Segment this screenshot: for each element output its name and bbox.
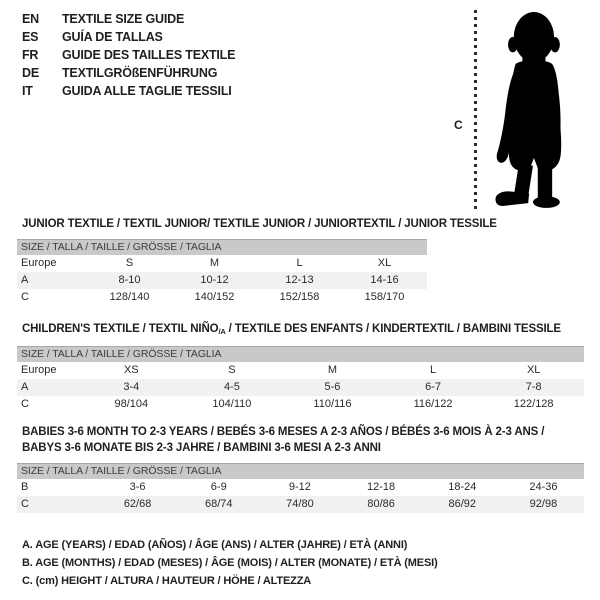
junior-size-table [17,239,427,306]
baby-silhouette-icon [484,8,580,210]
language-code: EN [22,12,39,26]
language-row-it [22,82,235,100]
language-list [22,10,235,100]
language-label: GUÍA DE TALLAS [62,30,163,44]
row-label: C [21,398,29,410]
column-header: L [430,364,437,376]
language-code: DE [22,66,39,80]
column-header: S [228,364,236,376]
junior-section-title: JUNIOR TEXTILE / TEXTIL JUNIOR/ TEXTILE JUNIOR / JUNIORTEXTIL / JUNIOR TESSILE [22,218,497,230]
table-cell: 80/86 [367,498,395,510]
table-cell: 10-12 [200,274,229,286]
table-cell: 62/68 [123,498,152,510]
table-row [17,479,584,496]
language-label: GUIDA ALLE TAGLIE TESSILI [62,84,232,98]
height-measure-figure [452,8,584,213]
column-header: XL [526,364,541,376]
table-header-row [17,255,427,272]
legend-line-c: C. (cm) HEIGHT / ALTURA / HAUTEUR / HÖHE / ALTEZZA [22,575,312,587]
babies-title-line2: BABYS 3-6 MONATE BIS 2-3 JAHRE / BAMBINI 3-6 MESI A 2-3 ANNI [22,442,381,454]
table-cell: 122/128 [513,398,554,410]
table-cell: 74/80 [286,498,314,510]
table-row [17,379,584,396]
language-label: TEXTILE SIZE GUIDE [62,12,185,26]
column-header: M [327,364,338,376]
babies-size-table [17,463,584,513]
table-cell: 6-7 [425,381,442,393]
legend-line-a: A. AGE (YEARS) / EDAD (AÑOS) / ÂGE (ANS) / ALTER (JAHRE) / ETÀ (ANNI) [22,539,408,551]
table-cell: 140/152 [194,291,235,303]
row-label: A [21,274,29,286]
table-row [17,496,584,513]
children-title-part2: / TEXTILE DES ENFANTS / KINDERTEXTIL / BAMBINI TESSILE [225,323,561,335]
table-cell: 128/140 [109,291,150,303]
table-cell: 12-18 [367,481,396,493]
table-cell: 68/74 [204,498,233,510]
table-cell: 18-24 [448,481,477,493]
column-header: S [125,257,134,269]
language-code: IT [22,84,33,98]
language-row-es [22,28,235,46]
row-label: C [21,291,29,303]
column-header: XL [377,257,392,269]
table-cell: 104/110 [212,398,252,410]
language-label: TEXTILGRÖßENFÜHRUNG [62,66,218,80]
language-code: FR [22,48,39,62]
children-title-part1: CHILDREN'S TEXTILE / TEXTIL NIÑO [22,323,219,335]
children-size-table [17,346,584,413]
column-header: Europe [21,364,57,376]
table-cell: 7-8 [525,381,542,393]
column-header: L [296,257,303,269]
row-label: B [21,481,29,493]
language-code: ES [22,30,39,44]
table-cell: 152/158 [279,291,320,303]
table-cell: 3-6 [129,481,146,493]
table-row [17,289,427,306]
column-header: XS [123,364,139,376]
size-header-bar: SIZE / TALLA / TAILLE / GRÖSSE / TAGLIA [17,346,584,362]
babies-section-title [22,424,544,456]
table-cell: 86/92 [448,498,477,510]
table-cell: 9-12 [288,481,311,493]
column-header: Europe [21,257,57,269]
table-cell: 158/170 [364,291,405,303]
babies-title-line1: BABIES 3-6 MONTH TO 2-3 YEARS / BEBÉS 3-6 MESES A 2-3 AÑOS / BÉBÉS 3-6 MOIS À 2-3 ANS / [22,426,545,438]
dotted-measure-line [474,10,477,209]
measurement-legend [22,536,438,590]
table-cell: 12-13 [285,274,314,286]
height-measure-label: C [454,118,463,132]
size-header-bar: SIZE / TALLA / TAILLE / GRÖSSE / TAGLIA [17,463,584,479]
size-header-bar: SIZE / TALLA / TAILLE / GRÖSSE / TAGLIA [17,239,427,255]
table-header-row [17,362,584,379]
table-cell: 92/98 [529,498,558,510]
table-cell: 6-9 [210,481,227,493]
children-title-subscript: /A [218,327,226,336]
table-cell: 14-16 [370,274,399,286]
language-label: GUIDE DES TAILLES TEXTILE [62,48,236,62]
language-row-fr [22,46,235,64]
legend-line-b: B. AGE (MONTHS) / EDAD (MESES) / ÂGE (MOIS) / ALTER (MONATE) / ETÀ (MESI) [22,557,438,569]
table-row [17,396,584,413]
table-cell: 98/104 [114,398,149,410]
table-cell: 5-6 [324,381,341,393]
children-section-title [22,321,561,338]
table-cell: 4-5 [223,381,240,393]
table-row [17,272,427,289]
row-label: C [21,498,29,510]
row-label: A [21,381,29,393]
language-row-en [22,10,235,28]
table-cell: 110/116 [313,398,352,410]
language-row-de [22,64,235,82]
table-cell: 8-10 [118,274,141,286]
table-cell: 116/122 [413,398,453,410]
table-cell: 3-4 [123,381,140,393]
table-cell: 24-36 [529,481,558,493]
column-header: M [209,257,220,269]
